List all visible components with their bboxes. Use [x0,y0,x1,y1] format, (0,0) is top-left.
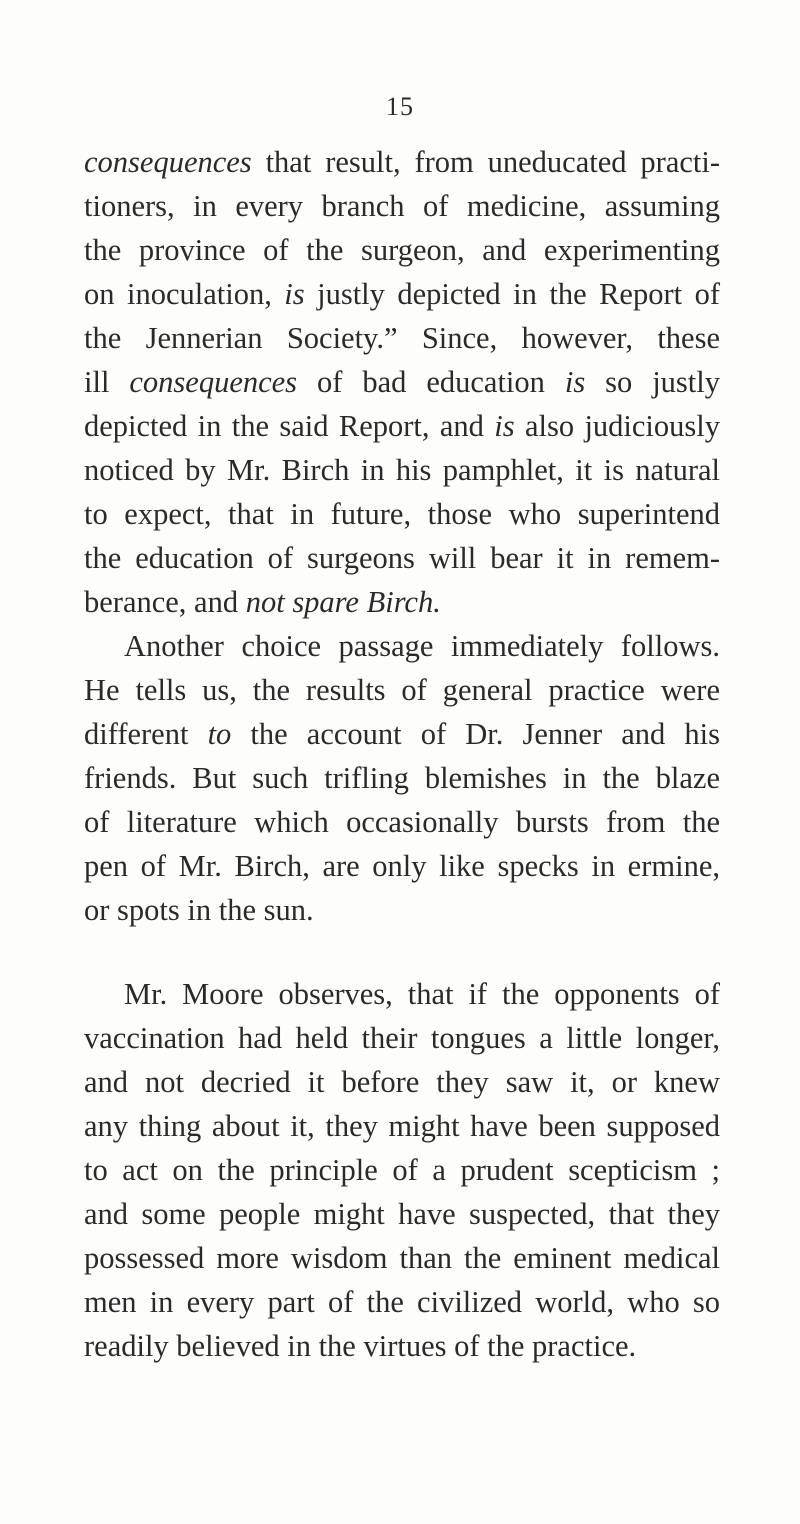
text-line [84,888,720,932]
page-number: 15 [386,92,414,121]
text-run: to act on the principle of a prudent scepticism ; [84,1153,720,1187]
text-line [84,492,720,536]
text-line [84,1192,720,1236]
text-line [84,1236,720,1280]
text-run: Mr. Moore observes, that if the opponents of [124,977,720,1011]
text-line [84,1060,720,1104]
paragraph-1 [84,140,720,624]
paragraph-2 [84,624,720,932]
text-run: different [84,717,208,751]
text-line [84,1148,720,1192]
text-run: of bad education [297,365,565,399]
text-run: and some people might have suspected, that they [84,1197,720,1231]
italic-text: consequences [129,365,298,399]
text-line [84,140,720,184]
text-run: and not decried it before they saw it, or knew [84,1065,720,1099]
text-line [84,536,720,580]
italic-text: consequences [84,145,252,179]
text-run: or spots in the sun. [84,893,314,927]
text-line [84,228,720,272]
text-run: the province of the surgeon, and experimenting [84,233,720,267]
text-run: ill [84,365,130,399]
text-line [84,1280,720,1324]
text-run: pen of Mr. Birch, are only like specks in ermine, [84,849,720,883]
text-line [84,404,720,448]
text-run: that result, from uneducated practi- [251,145,720,179]
text-line [84,360,720,404]
text-run: justly depicted in the Report of [304,277,720,311]
text-run: possessed more wisdom than the eminent medical [84,1241,720,1275]
text-line [84,184,720,228]
text-run: friends. But such trifling blemishes in the blaze [84,761,720,795]
text-line [84,624,720,668]
text-run: vaccination had held their tongues a little longer, [84,1021,720,1055]
text-line [84,316,720,360]
text-run: the Jennerian Society.” Since, however, these [84,321,720,355]
italic-text: to [207,717,232,751]
text-line [84,448,720,492]
text-run: the account of Dr. Jenner and his [231,717,720,751]
text-run: He tells us, the results of general practice were [84,673,720,707]
text-run: any thing about it, they might have been supposed [84,1109,720,1143]
text-line [84,712,720,756]
text-run: noticed by Mr. Birch in his pamphlet, it is natural [84,453,720,487]
text-line [84,1104,720,1148]
text-line [84,272,720,316]
text-line [84,756,720,800]
text-run: on inoculation, [84,277,285,311]
text-run: the education of surgeons will bear it in remem- [84,541,720,575]
text-run: to expect, that in future, those who superintend [84,497,720,531]
italic-text: is [564,365,586,399]
text-run: berance, and [84,585,246,619]
text-run: men in every part of the civilized world, who so [84,1285,720,1319]
italic-text: is [494,409,515,443]
text-line [84,668,720,712]
text-line [84,972,720,1016]
italic-text: is [284,277,305,311]
text-run: Another choice passage immediately follows. [124,629,720,663]
text-run: so justly [585,365,720,399]
text-line [84,844,720,888]
text-run: readily believed in the virtues of the practice. [84,1329,637,1363]
text-run: of literature which occasionally bursts from the [84,805,720,839]
text-line [84,1016,720,1060]
text-run: depicted in the said Report, and [84,409,495,443]
italic-text: not spare Birch. [245,585,441,619]
paragraph-3 [84,972,720,1368]
text-line [84,1324,720,1368]
text-line [84,800,720,844]
text-line [84,580,720,624]
text-run: tioners, in every branch of medicine, assuming [84,189,720,223]
text-run: also judiciously [514,409,720,443]
